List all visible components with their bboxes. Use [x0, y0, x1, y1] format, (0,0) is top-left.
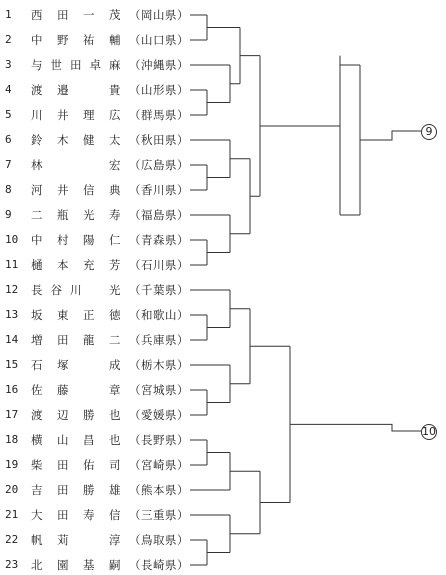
- player-name-char: 吉: [31, 483, 43, 497]
- player-name-char: 雄: [109, 483, 121, 497]
- player-name-char: 正: [83, 308, 95, 322]
- player-name-char: 陽: [83, 233, 95, 247]
- player-name-char: 西: [31, 8, 43, 22]
- player-name-char: 輔: [109, 33, 121, 47]
- player-name-char: 也: [109, 433, 121, 447]
- player-name-char: 寿: [83, 508, 95, 522]
- player-name-char: 二: [31, 208, 43, 222]
- player-name-char: 井: [57, 108, 69, 122]
- prefecture: （熊本県）: [129, 483, 189, 497]
- player-name-char: 河: [31, 183, 43, 197]
- player-name-char: 充: [83, 258, 95, 272]
- entry-number: 13: [5, 308, 19, 321]
- player-name-char: 茂: [109, 8, 121, 22]
- player-name-char: 田: [57, 458, 69, 472]
- player-name-char: 司: [109, 458, 121, 472]
- prefecture: （和歌山）: [129, 308, 189, 322]
- player-name-char: 田: [57, 508, 69, 522]
- player-name-char: 徳: [109, 308, 121, 322]
- player-name-char: 村: [57, 233, 69, 247]
- entry-number: 10: [5, 233, 19, 246]
- prefecture: （千葉県）: [129, 283, 189, 297]
- seed-marker-10: 10: [422, 425, 436, 438]
- entry-number: 16: [5, 383, 19, 396]
- entry-number: 23: [5, 558, 19, 571]
- entry-number: 6: [5, 133, 12, 146]
- player-name-char: 宏: [109, 158, 121, 172]
- player-name-char: 龍: [83, 333, 95, 347]
- prefecture: （兵庫県）: [129, 333, 189, 347]
- player-name-char: 川: [70, 283, 82, 297]
- prefecture: （宮崎県）: [129, 458, 189, 472]
- prefecture: （鳥取県）: [129, 533, 189, 547]
- entry-number: 20: [5, 483, 19, 496]
- player-name-char: 勝: [83, 483, 95, 497]
- entry-number: 9: [5, 208, 12, 221]
- prefecture: （群馬県）: [129, 108, 189, 122]
- player-name-char: 邉: [57, 83, 69, 97]
- prefecture: （秋田県）: [129, 133, 189, 147]
- entry-number: 2: [5, 33, 12, 46]
- entry-number: 19: [5, 458, 19, 471]
- entry-number: 18: [5, 433, 19, 446]
- player-name-char: 基: [83, 558, 95, 572]
- prefecture: （長野県）: [129, 433, 189, 447]
- player-name-char: 田: [70, 58, 82, 72]
- entry-number: 4: [5, 83, 12, 96]
- player-name-char: 祐: [83, 33, 95, 47]
- path-to-seed-9: [360, 131, 421, 140]
- player-name-char: 勝: [83, 408, 95, 422]
- player-name-char: 田: [57, 8, 69, 22]
- player-name-char: 北: [31, 558, 43, 572]
- entry-number: 22: [5, 533, 19, 546]
- prefecture: （広島県）: [129, 158, 189, 172]
- player-name-char: 仁: [109, 233, 121, 247]
- prefecture: （宮城県）: [129, 383, 189, 397]
- player-name-char: 信: [109, 508, 121, 522]
- player-name-char: 太: [109, 133, 121, 147]
- player-name-char: 石: [31, 358, 43, 372]
- prefecture: （栃木県）: [129, 358, 189, 372]
- player-name-char: 渡: [31, 83, 43, 97]
- player-name-char: 塚: [57, 358, 69, 372]
- player-name-char: 田: [57, 333, 69, 347]
- player-name-char: 本: [57, 258, 69, 272]
- player-name-char: 信: [83, 183, 95, 197]
- player-name-char: 辺: [57, 408, 69, 422]
- player-name-char: 典: [109, 183, 121, 197]
- entry-number: 21: [5, 508, 19, 521]
- player-name-char: 中: [31, 33, 43, 47]
- player-name-char: 山: [57, 433, 69, 447]
- player-name-char: 横: [31, 433, 43, 447]
- player-name-char: 光: [83, 208, 95, 222]
- player-name-char: 木: [57, 133, 69, 147]
- prefecture: （岡山県）: [129, 8, 189, 22]
- player-name-char: 世: [50, 58, 62, 72]
- entry-number: 8: [5, 183, 12, 196]
- player-name-char: 川: [31, 108, 43, 122]
- player-name-char: 理: [83, 108, 95, 122]
- prefecture: （沖縄県）: [129, 58, 189, 72]
- player-name-char: 野: [57, 33, 69, 47]
- prefecture: （福島県）: [129, 208, 189, 222]
- entry-number: 11: [5, 258, 19, 271]
- player-name-char: 長: [31, 283, 43, 297]
- player-name-char: 増: [31, 333, 43, 347]
- player-name-char: 貴: [109, 83, 121, 97]
- path-to-seed-10: [380, 424, 421, 431]
- player-name-char: 佐: [31, 383, 43, 397]
- prefecture: （山形県）: [129, 83, 189, 97]
- player-name-char: 渡: [31, 408, 43, 422]
- player-name-char: 樋: [31, 258, 43, 272]
- player-name-char: 麻: [109, 58, 121, 72]
- player-name-char: 中: [31, 233, 43, 247]
- prefecture: （長崎県）: [129, 558, 189, 572]
- prefecture: （青森県）: [129, 233, 189, 247]
- player-name-char: 大: [31, 508, 43, 522]
- player-name-char: 園: [57, 558, 69, 572]
- entry-number: 7: [5, 158, 12, 171]
- player-name-char: 佑: [83, 458, 95, 472]
- player-name-char: 章: [109, 383, 121, 397]
- prefecture: （香川県）: [129, 183, 189, 197]
- player-name-char: 卓: [89, 58, 101, 72]
- entry-number: 5: [5, 108, 12, 121]
- seed-marker-9: 9: [421, 124, 437, 140]
- player-name-char: 一: [83, 8, 95, 22]
- prefecture: （山口県）: [129, 33, 189, 47]
- entry-number: 3: [5, 58, 12, 71]
- player-name-char: 寿: [109, 208, 121, 222]
- player-name-char: 帆: [31, 533, 43, 547]
- player-name-char: 谷: [50, 283, 62, 297]
- player-name-char: 広: [109, 108, 121, 122]
- player-name-char: 嗣: [109, 558, 121, 572]
- player-name-char: 井: [57, 183, 69, 197]
- player-name-char: 田: [57, 483, 69, 497]
- player-name-char: 成: [109, 358, 121, 372]
- entry-number: 17: [5, 408, 19, 421]
- prefecture: （愛媛県）: [129, 408, 189, 422]
- player-name-char: 健: [83, 133, 95, 147]
- player-name-char: 柴: [31, 458, 43, 472]
- player-name-char: 与: [31, 58, 43, 72]
- prefecture: （三重県）: [129, 508, 189, 522]
- entry-number: 1: [5, 8, 12, 21]
- player-name-char: 東: [57, 308, 69, 322]
- player-name-char: 鈴: [31, 133, 43, 147]
- entry-number: 14: [5, 333, 19, 346]
- player-name-char: 坂: [31, 308, 43, 322]
- player-name-char: 芳: [109, 258, 121, 272]
- player-name-char: 瓶: [57, 208, 69, 222]
- player-name-char: 淳: [109, 533, 121, 547]
- player-name-char: 林: [31, 158, 43, 172]
- player-name-char: 藤: [57, 383, 69, 397]
- prefecture: （石川県）: [129, 258, 189, 272]
- player-name-char: 光: [109, 283, 121, 297]
- player-name-char: 二: [109, 333, 121, 347]
- player-name-char: 也: [109, 408, 121, 422]
- entry-number: 15: [5, 358, 19, 371]
- player-name-char: 苅: [57, 533, 69, 547]
- player-name-char: 昌: [83, 433, 95, 447]
- entry-number: 12: [5, 283, 19, 296]
